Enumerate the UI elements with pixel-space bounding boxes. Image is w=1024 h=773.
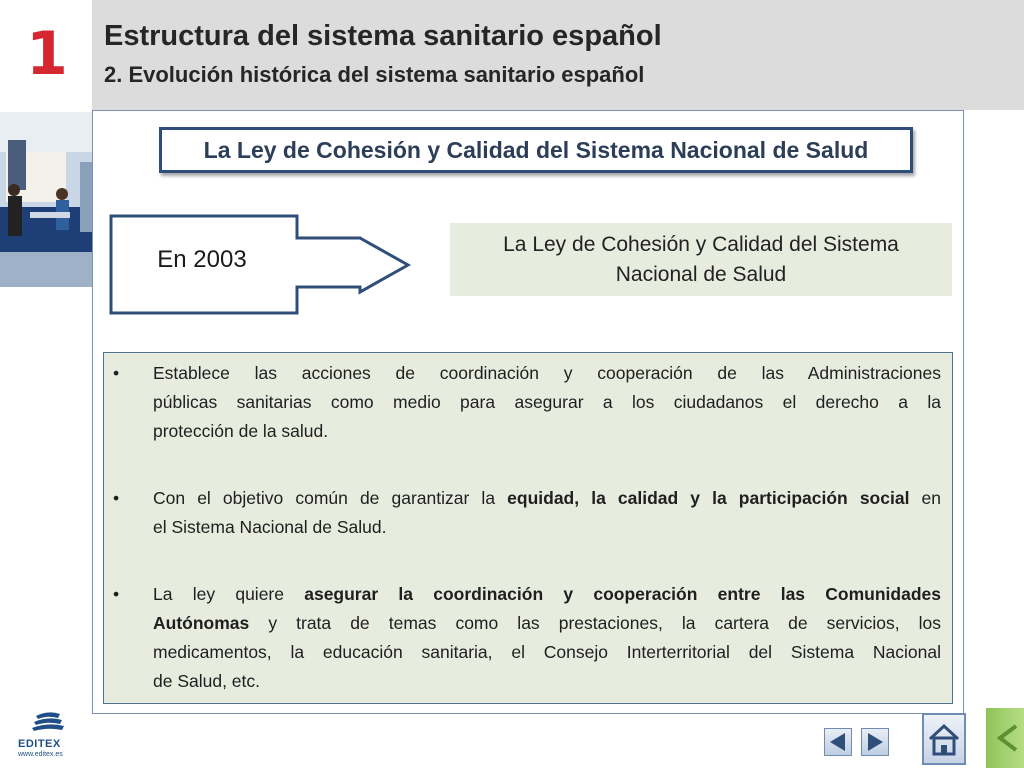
bullet-line — [153, 609, 941, 638]
law-name-line2: Nacional de Salud — [615, 262, 787, 286]
bullet-bold-text: equidad, la calidad y la participación social — [507, 488, 910, 508]
bullet-text: en — [909, 488, 941, 508]
bullet-text: y trata de temas como las prestaciones, la cartera de servicios, los — [249, 613, 941, 633]
next-button[interactable] — [861, 728, 889, 756]
bullet-line: Establece las acciones de coordinación y cooperación de las Administraciones — [153, 363, 941, 383]
bullet-dot: • — [113, 363, 120, 383]
bullet-dot: • — [113, 584, 120, 604]
editex-logo-icon — [14, 710, 78, 738]
law-name-box — [450, 223, 952, 296]
bullet-bold-text: asegurar la coordinación y cooperación entre las Comunidades — [304, 584, 941, 604]
bullets-box — [103, 352, 953, 704]
bullet-line: el Sistema Nacional de Salud. — [153, 517, 387, 537]
bullet-line: medicamentos, la educación sanitaria, el Consejo Interterritorial del Sistema Nacional — [153, 642, 941, 662]
reception-photo — [0, 112, 92, 287]
home-button[interactable] — [922, 713, 966, 765]
bullet-line — [153, 580, 941, 609]
home-icon — [924, 715, 964, 763]
unit-number: 1 — [26, 19, 68, 89]
year-label: En 2003 — [157, 246, 247, 273]
triangle-left-icon — [825, 729, 851, 755]
arrow-left-icon — [986, 708, 1024, 768]
logo-url: www.editex.es — [18, 751, 63, 758]
bullet-dot: • — [113, 488, 120, 508]
bullet-line: de Salud, etc. — [153, 671, 261, 691]
header-band — [92, 0, 1024, 110]
triangle-right-icon — [862, 729, 888, 755]
bullet-line — [153, 484, 941, 513]
page-title: Estructura del sistema sanitario español — [104, 20, 662, 52]
law-title-box — [159, 127, 913, 173]
logo-name: EDITEX — [18, 738, 61, 750]
page-subtitle: 2. Evolución histórica del sistema sanitario español — [104, 62, 645, 87]
bullet-text: La ley quiere — [153, 584, 305, 604]
law-name-line1: La Ley de Cohesión y Calidad del Sistema — [503, 232, 899, 256]
law-title: La Ley de Cohesión y Calidad del Sistema Nacional de Salud — [203, 136, 869, 163]
bullet-line: públicas sanitarias como medio para asegurar a los ciudadanos el derecho a la — [153, 392, 941, 412]
bullet-line: protección de la salud. — [153, 421, 329, 441]
side-tab[interactable] — [986, 708, 1024, 768]
bullet-bold-text: Autónomas — [153, 613, 250, 633]
bullet-text: Con el objetivo común de garantizar la — [153, 488, 508, 508]
prev-button[interactable] — [824, 728, 852, 756]
